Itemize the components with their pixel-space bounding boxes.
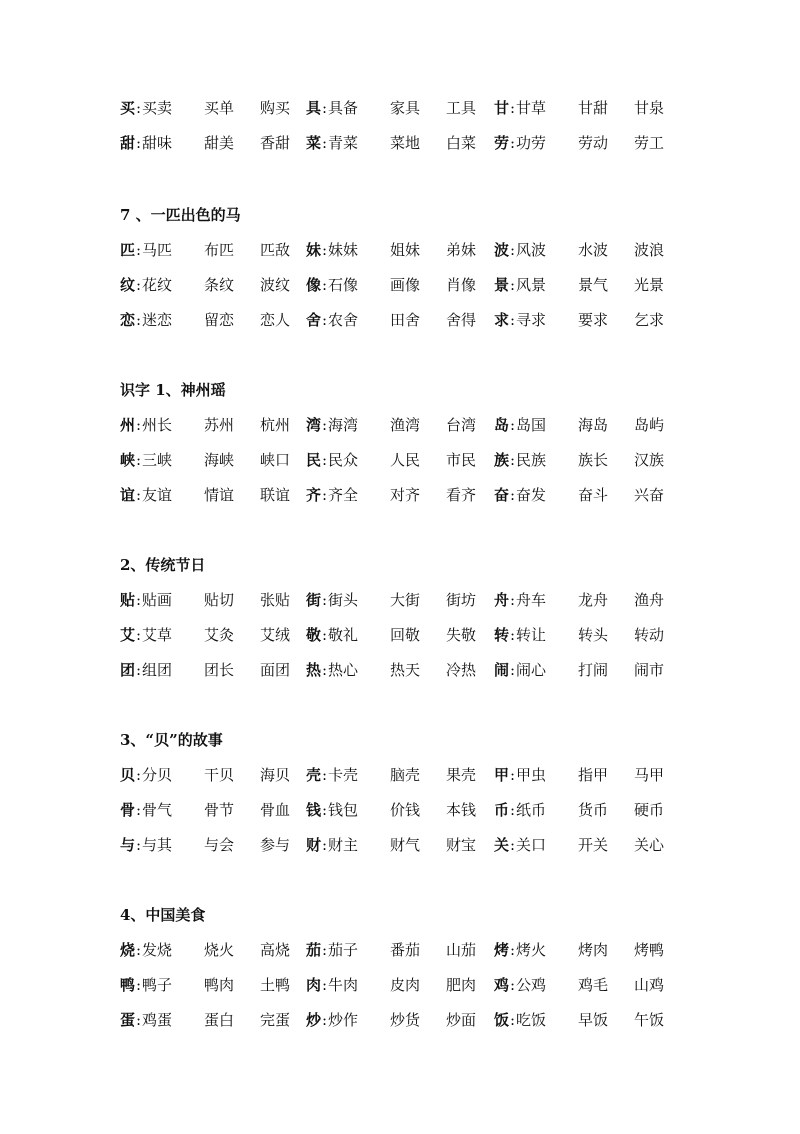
compound-word: 甜美 — [204, 134, 235, 152]
compound-word: 香甜 — [260, 134, 291, 152]
section-title: 7 、一匹出色的马 — [120, 206, 241, 224]
compound-word: 迷恋 — [142, 311, 173, 329]
compound-word: 花纹 — [142, 276, 173, 294]
compound-word: 番茄 — [390, 941, 421, 959]
compound-word: 分贝 — [142, 766, 173, 784]
compound-word: 贴切 — [204, 591, 235, 609]
separator: : — [136, 626, 142, 644]
separator: : — [136, 311, 142, 329]
compound-word: 具备 — [328, 99, 359, 117]
compound-word: 菜地 — [390, 134, 421, 152]
key-character: 齐 — [306, 486, 322, 504]
compound-word: 肥肉 — [446, 976, 477, 994]
compound-word: 骨血 — [260, 801, 291, 819]
compound-word: 组团 — [142, 661, 173, 679]
key-character: 闹 — [494, 661, 510, 679]
compound-word: 果壳 — [446, 766, 477, 784]
compound-word: 甘甜 — [578, 99, 609, 117]
compound-word: 甘草 — [516, 99, 547, 117]
compound-word: 烤肉 — [578, 941, 609, 959]
key-character: 具 — [306, 99, 322, 117]
compound-word: 白菜 — [446, 134, 477, 152]
compound-word: 转头 — [578, 626, 609, 644]
separator: : — [322, 1011, 328, 1029]
compound-word: 山鸡 — [634, 976, 665, 994]
compound-word: 风波 — [516, 241, 547, 259]
compound-word: 渔舟 — [634, 591, 665, 609]
compound-word: 三峡 — [142, 451, 173, 469]
section-title: 识字 1、神州瑶 — [120, 381, 226, 399]
key-character: 恋 — [120, 311, 136, 329]
compound-word: 汉族 — [634, 451, 665, 469]
vocab-row — [0, 483, 800, 507]
separator: : — [136, 766, 142, 784]
key-character: 族 — [494, 451, 510, 469]
key-character: 街 — [306, 591, 322, 609]
separator: : — [322, 99, 328, 117]
separator: : — [322, 591, 328, 609]
separator: : — [510, 976, 516, 994]
key-character: 民 — [306, 451, 322, 469]
separator: : — [136, 801, 142, 819]
key-character: 茄 — [306, 941, 322, 959]
separator: : — [136, 1011, 142, 1029]
separator: : — [322, 311, 328, 329]
compound-word: 贴画 — [142, 591, 173, 609]
compound-word: 甲虫 — [516, 766, 547, 784]
compound-word: 联谊 — [260, 486, 291, 504]
compound-word: 寻求 — [516, 311, 547, 329]
key-character: 贴 — [120, 591, 136, 609]
key-character: 峡 — [120, 451, 136, 469]
compound-word: 龙舟 — [578, 591, 609, 609]
compound-word: 甘泉 — [634, 99, 665, 117]
compound-word: 杭州 — [260, 416, 291, 434]
compound-word: 发烧 — [142, 941, 173, 959]
separator: : — [510, 1011, 516, 1029]
compound-word: 兴奋 — [634, 486, 665, 504]
compound-word: 指甲 — [578, 766, 609, 784]
compound-word: 干贝 — [204, 766, 235, 784]
separator: : — [136, 661, 142, 679]
separator: : — [510, 941, 516, 959]
compound-word: 景气 — [578, 276, 609, 294]
compound-word: 台湾 — [446, 416, 477, 434]
compound-word: 风景 — [516, 276, 547, 294]
compound-word: 看齐 — [446, 486, 477, 504]
compound-word: 街头 — [328, 591, 359, 609]
compound-word: 姐妹 — [390, 241, 421, 259]
compound-word: 买卖 — [142, 99, 173, 117]
compound-word: 渔湾 — [390, 416, 421, 434]
key-character: 敬 — [306, 626, 322, 644]
compound-word: 妹妹 — [328, 241, 359, 259]
compound-word: 价钱 — [390, 801, 421, 819]
key-character: 与 — [120, 836, 136, 854]
key-character: 州 — [120, 416, 136, 434]
compound-word: 海湾 — [328, 416, 359, 434]
separator: : — [510, 836, 516, 854]
separator: : — [136, 486, 142, 504]
compound-word: 张贴 — [260, 591, 291, 609]
compound-word: 参与 — [260, 836, 291, 854]
key-character: 像 — [306, 276, 322, 294]
separator: : — [510, 661, 516, 679]
compound-word: 炒货 — [390, 1011, 421, 1029]
compound-word: 海峡 — [204, 451, 235, 469]
key-character: 舟 — [494, 591, 510, 609]
compound-word: 马匹 — [142, 241, 173, 259]
compound-word: 与其 — [142, 836, 173, 854]
key-character: 甲 — [494, 766, 510, 784]
compound-word: 回敬 — [390, 626, 421, 644]
compound-word: 骨节 — [204, 801, 235, 819]
compound-word: 热天 — [390, 661, 421, 679]
compound-word: 纸币 — [516, 801, 547, 819]
compound-word: 皮肉 — [390, 976, 421, 994]
key-character: 肉 — [306, 976, 322, 994]
compound-word: 要求 — [578, 311, 609, 329]
compound-word: 公鸡 — [516, 976, 547, 994]
key-character: 烤 — [494, 941, 510, 959]
separator: : — [510, 766, 516, 784]
key-character: 饭 — [494, 1011, 510, 1029]
compound-word: 舟车 — [516, 591, 547, 609]
compound-word: 布匹 — [204, 241, 235, 259]
compound-word: 闹市 — [634, 661, 665, 679]
key-character: 币 — [494, 801, 510, 819]
key-character: 湾 — [306, 416, 322, 434]
compound-word: 牛肉 — [328, 976, 359, 994]
compound-word: 鸡毛 — [578, 976, 609, 994]
compound-word: 财宝 — [446, 836, 477, 854]
compound-word: 茄子 — [328, 941, 359, 959]
separator: : — [322, 486, 328, 504]
key-character: 蛋 — [120, 1011, 136, 1029]
compound-word: 画像 — [390, 276, 421, 294]
compound-word: 水波 — [578, 241, 609, 259]
separator: : — [136, 241, 142, 259]
key-character: 买 — [120, 99, 136, 117]
compound-word: 卡壳 — [328, 766, 359, 784]
key-character: 劳 — [494, 134, 510, 152]
compound-word: 炒面 — [446, 1011, 477, 1029]
compound-word: 购买 — [260, 99, 291, 117]
vocab-row — [0, 96, 800, 120]
separator: : — [136, 836, 142, 854]
key-character: 财 — [306, 836, 322, 854]
vocab-row — [0, 238, 800, 262]
section-title: 2、传统节日 — [120, 556, 206, 574]
separator: : — [322, 941, 328, 959]
compound-word: 民族 — [516, 451, 547, 469]
compound-word: 情谊 — [204, 486, 235, 504]
separator: : — [322, 276, 328, 294]
key-character: 奋 — [494, 486, 510, 504]
compound-word: 海贝 — [260, 766, 291, 784]
separator: : — [322, 766, 328, 784]
separator: : — [510, 451, 516, 469]
key-character: 关 — [494, 836, 510, 854]
compound-word: 波浪 — [634, 241, 665, 259]
compound-word: 友谊 — [142, 486, 173, 504]
key-character: 甜 — [120, 134, 136, 152]
separator: : — [510, 241, 516, 259]
key-character: 骨 — [120, 801, 136, 819]
key-character: 艾 — [120, 626, 136, 644]
key-character: 舍 — [306, 311, 322, 329]
vocab-row — [0, 588, 800, 612]
key-character: 甘 — [494, 99, 510, 117]
compound-word: 买单 — [204, 99, 235, 117]
compound-word: 午饭 — [634, 1011, 665, 1029]
compound-word: 苏州 — [204, 416, 235, 434]
compound-word: 骨气 — [142, 801, 173, 819]
key-character: 求 — [494, 311, 510, 329]
key-character: 贝 — [120, 766, 136, 784]
compound-word: 面团 — [260, 661, 291, 679]
separator: : — [322, 134, 328, 152]
compound-word: 艾灸 — [204, 626, 235, 644]
vocab-row — [0, 413, 800, 437]
compound-word: 峡口 — [260, 451, 291, 469]
compound-word: 家具 — [390, 99, 421, 117]
compound-word: 转动 — [634, 626, 665, 644]
compound-word: 钱包 — [328, 801, 359, 819]
key-character: 鸭 — [120, 976, 136, 994]
compound-word: 鸡蛋 — [142, 1011, 173, 1029]
compound-word: 奋斗 — [578, 486, 609, 504]
separator: : — [510, 134, 516, 152]
key-character: 烧 — [120, 941, 136, 959]
compound-word: 对齐 — [390, 486, 421, 504]
compound-word: 青菜 — [328, 134, 359, 152]
compound-word: 硬币 — [634, 801, 665, 819]
compound-word: 奋发 — [516, 486, 547, 504]
compound-word: 海岛 — [578, 416, 609, 434]
key-character: 谊 — [120, 486, 136, 504]
compound-word: 失敬 — [446, 626, 477, 644]
compound-word: 敬礼 — [328, 626, 359, 644]
compound-word: 财气 — [390, 836, 421, 854]
compound-word: 转让 — [516, 626, 547, 644]
vocab-row — [0, 938, 800, 962]
compound-word: 早饭 — [578, 1011, 609, 1029]
key-character: 纹 — [120, 276, 136, 294]
compound-word: 甜味 — [142, 134, 173, 152]
separator: : — [322, 626, 328, 644]
key-character: 炒 — [306, 1011, 322, 1029]
compound-word: 山茄 — [446, 941, 477, 959]
compound-word: 条纹 — [204, 276, 235, 294]
key-character: 岛 — [494, 416, 510, 434]
key-character: 妹 — [306, 241, 322, 259]
separator: : — [136, 591, 142, 609]
separator: : — [510, 416, 516, 434]
section-title: 3、“贝”的故事 — [120, 731, 223, 749]
compound-word: 岛国 — [516, 416, 547, 434]
key-character: 转 — [494, 626, 510, 644]
vocab-row — [0, 448, 800, 472]
vocab-row — [0, 798, 800, 822]
compound-word: 光景 — [634, 276, 665, 294]
compound-word: 人民 — [390, 451, 421, 469]
compound-word: 鸭肉 — [204, 976, 235, 994]
key-character: 壳 — [306, 766, 322, 784]
compound-word: 马甲 — [634, 766, 665, 784]
compound-word: 关口 — [516, 836, 547, 854]
compound-word: 族长 — [578, 451, 609, 469]
separator: : — [510, 626, 516, 644]
separator: : — [136, 276, 142, 294]
compound-word: 留恋 — [204, 311, 235, 329]
compound-word: 蛋白 — [204, 1011, 235, 1029]
separator: : — [136, 99, 142, 117]
compound-word: 肖像 — [446, 276, 477, 294]
compound-word: 土鸭 — [260, 976, 291, 994]
compound-word: 炒作 — [328, 1011, 359, 1029]
separator: : — [136, 976, 142, 994]
compound-word: 打闹 — [578, 661, 609, 679]
key-character: 热 — [306, 661, 322, 679]
compound-word: 劳工 — [634, 134, 665, 152]
compound-word: 脑壳 — [390, 766, 421, 784]
compound-word: 完蛋 — [260, 1011, 291, 1029]
compound-word: 冷热 — [446, 661, 477, 679]
vocab-row — [0, 973, 800, 997]
vocab-row — [0, 308, 800, 332]
separator: : — [322, 241, 328, 259]
key-character: 菜 — [306, 134, 322, 152]
key-character: 钱 — [306, 801, 322, 819]
section-title: 4、中国美食 — [120, 906, 206, 924]
compound-word: 烤火 — [516, 941, 547, 959]
compound-word: 波纹 — [260, 276, 291, 294]
compound-word: 工具 — [446, 99, 477, 117]
vocab-row — [0, 658, 800, 682]
compound-word: 恋人 — [260, 311, 291, 329]
compound-word: 热心 — [328, 661, 359, 679]
separator: : — [322, 836, 328, 854]
compound-word: 岛屿 — [634, 416, 665, 434]
vocab-row — [0, 833, 800, 857]
compound-word: 民众 — [328, 451, 359, 469]
compound-word: 团长 — [204, 661, 235, 679]
compound-word: 齐全 — [328, 486, 359, 504]
compound-word: 街坊 — [446, 591, 477, 609]
compound-word: 高烧 — [260, 941, 291, 959]
compound-word: 功劳 — [516, 134, 547, 152]
separator: : — [322, 801, 328, 819]
separator: : — [136, 941, 142, 959]
key-character: 景 — [494, 276, 510, 294]
vocab-row — [0, 131, 800, 155]
compound-word: 烤鸭 — [634, 941, 665, 959]
compound-word: 田舍 — [390, 311, 421, 329]
compound-word: 财主 — [328, 836, 359, 854]
key-character: 匹 — [120, 241, 136, 259]
key-character: 团 — [120, 661, 136, 679]
separator: : — [510, 311, 516, 329]
compound-word: 弟妹 — [446, 241, 477, 259]
compound-word: 农舍 — [328, 311, 359, 329]
separator: : — [510, 99, 516, 117]
separator: : — [136, 134, 142, 152]
compound-word: 石像 — [328, 276, 359, 294]
vocab-row — [0, 1008, 800, 1032]
compound-word: 关心 — [634, 836, 665, 854]
vocab-row — [0, 763, 800, 787]
compound-word: 州长 — [142, 416, 173, 434]
separator: : — [322, 416, 328, 434]
separator: : — [510, 591, 516, 609]
compound-word: 艾绒 — [260, 626, 291, 644]
compound-word: 匹敌 — [260, 241, 291, 259]
separator: : — [510, 276, 516, 294]
separator: : — [322, 451, 328, 469]
compound-word: 货币 — [578, 801, 609, 819]
separator: : — [322, 976, 328, 994]
compound-word: 与会 — [204, 836, 235, 854]
vocab-row — [0, 273, 800, 297]
separator: : — [322, 661, 328, 679]
separator: : — [510, 801, 516, 819]
separator: : — [510, 486, 516, 504]
separator: : — [136, 416, 142, 434]
compound-word: 吃饭 — [516, 1011, 547, 1029]
compound-word: 开关 — [578, 836, 609, 854]
compound-word: 烧火 — [204, 941, 235, 959]
compound-word: 艾草 — [142, 626, 173, 644]
compound-word: 劳动 — [578, 134, 609, 152]
compound-word: 舍得 — [446, 311, 477, 329]
compound-word: 乞求 — [634, 311, 665, 329]
vocab-row — [0, 623, 800, 647]
compound-word: 本钱 — [446, 801, 477, 819]
compound-word: 市民 — [446, 451, 477, 469]
compound-word: 闹心 — [516, 661, 547, 679]
key-character: 鸡 — [494, 976, 510, 994]
separator: : — [136, 451, 142, 469]
compound-word: 大街 — [390, 591, 421, 609]
key-character: 波 — [494, 241, 510, 259]
compound-word: 鸭子 — [142, 976, 173, 994]
